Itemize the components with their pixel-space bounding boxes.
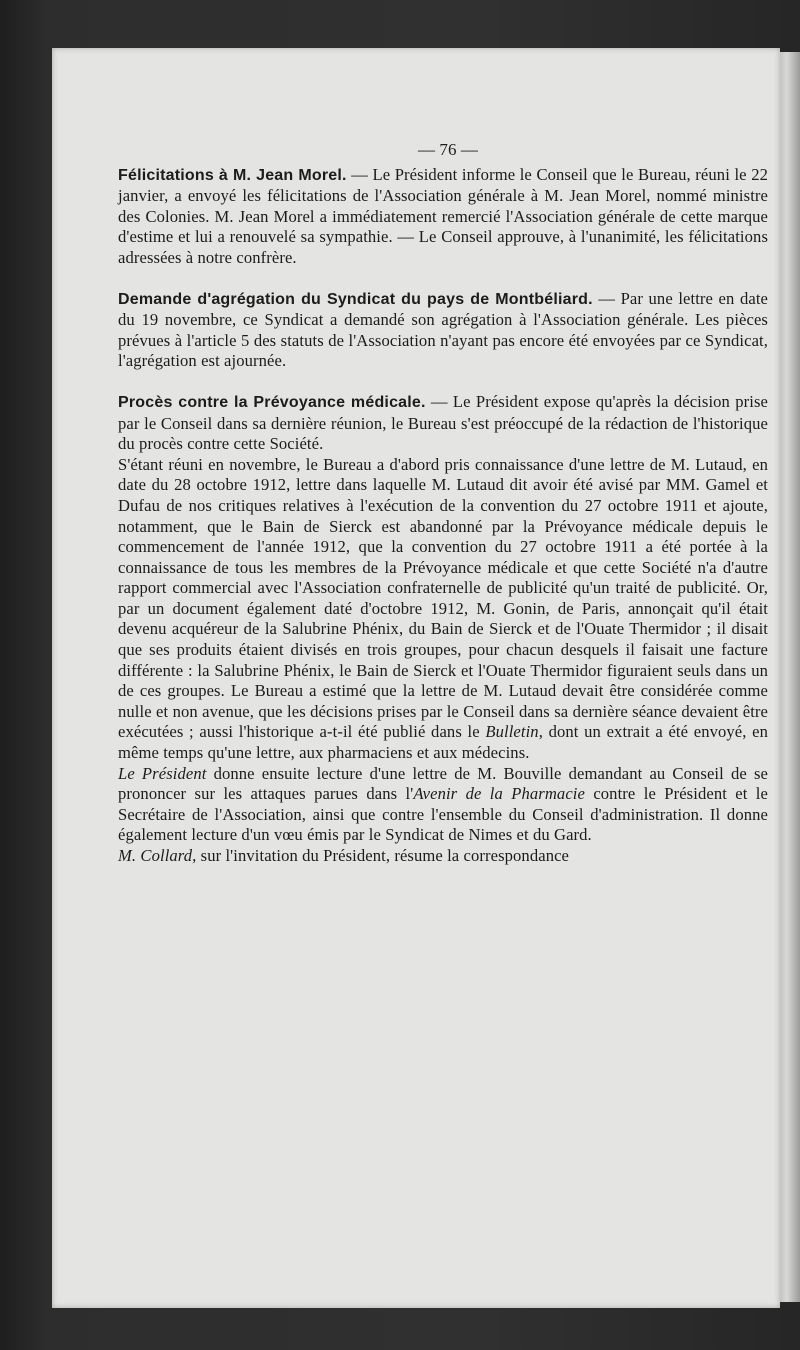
paragraph-president-lecture [118,764,768,846]
speaker-collard: M. Collard [118,846,193,865]
section-heading: Procès contre la Prévoyance médicale. [118,393,426,411]
page-edge [778,52,800,1302]
paragraph-text: donne ensuite lecture d'une lettre de M. Bouville demandant au Conseil de se prononcer sur les attaques parues dans l' [118,763,768,804]
section-demande-agregation [118,289,768,372]
paragraph-text: , dont un extrait a été envoyé, en même temps qu'une lettre, aux pharmaciens et aux médecins. [118,722,769,763]
journal-title: Avenir de la Pharmacie [413,784,585,804]
bulletin-title: Bulletin [485,722,539,742]
paragraph-text: , sur l'invitation du Président, résume la correspondance [192,846,570,865]
text-block [118,140,768,867]
section-text: — Par une lettre en date du 19 novembre, ce Syndicat a demandé son agrégation à l'Association générale. Les pièces prévues à l'article 5 des statuts de l'Association n'ayant pas encore été envoyées par ce Syndicat, l'agrégation est ajournée. [118,288,768,371]
paragraph-collard [118,846,768,867]
section-heading: Demande d'agrégation du Syndicat du pays de Montbéliard. [118,290,593,308]
speaker-president: Le Président [118,763,207,783]
section-text: — Le Président informe le Conseil que le Bureau, réuni le 22 janvier, a envoyé les félicitations de l'Association générale à M. Jean Morel, nommé ministre des Colonies. M. Jean Morel a immédiatement remercié l'Association générale de cette marque d'estime et lui a renouvelé sa sympathie. — Le Conseil approuve, à l'unanimité, les félicitations adressées à notre confrère. [118,164,768,267]
section-text: — Le Président expose qu'après la décision prise par le Conseil dans sa dernière réunion, le Bureau s'est préoccupé de la rédaction de l'historique du procès contre cette Société. [118,391,768,454]
section-felicitations [118,165,768,269]
page-number: — 76 — [417,140,479,159]
paragraph-bureau-novembre [118,455,768,764]
section-heading: Félicitations à M. Jean Morel. [118,166,347,184]
section-proces [118,392,768,455]
paragraph-text: S'étant réuni en novembre, le Bureau a d'abord pris connaissance d'une lettre de M. Lutaud, en date du 28 octobre 1912, lettre dans laquelle M. Lutaud dit avoir été avisé par MM. Gamel et Dufau de nos critiques relatives à l'exécution de la convention du 27 octobre 1911 et ajoute, notamment, que le Bain de Sierck est abandonné par la Prévoyance médicale depuis le commencement de l'année 1912, que la convention du 27 octobre 1911 a été portée à la connaissance de tous les membres de la Prévoyance médicale et que cette Société n'a d'autre rapport commercial avec l'Association confraternelle de publicité qu'un traité de publicité. Or, par un document également daté d'octobre 1912, M. Gonin, de Paris, annonçait qu'il était devenu acquéreur de la Salubrine Phénix, du Bain de Sierck et de l'Ouate Thermidor ; il disait que ses produits étaient divisés en trois groupes, pour chacun desquels il faisait une facture différente : la Salubrine Phénix, le Bain de Sierck et l'Ouate Thermidor figuraient seuls dans un de ces groupes. Le Bureau a estimé que la lettre de M. Lutaud devait être considérée comme nulle et non avenue, que les décisions prises par le Conseil dans sa dernière séance devaient être exécutées ; aussi l'historique a-t-il été publié dans le [118,454,768,742]
paragraph-text: contre le Président et le Secrétaire de l'Association, ainsi que contre l'ensemble du Conseil d'administration. Il donne également lecture d'un vœu émis par le Syndicat de Nimes et du Gard. [118,784,768,845]
